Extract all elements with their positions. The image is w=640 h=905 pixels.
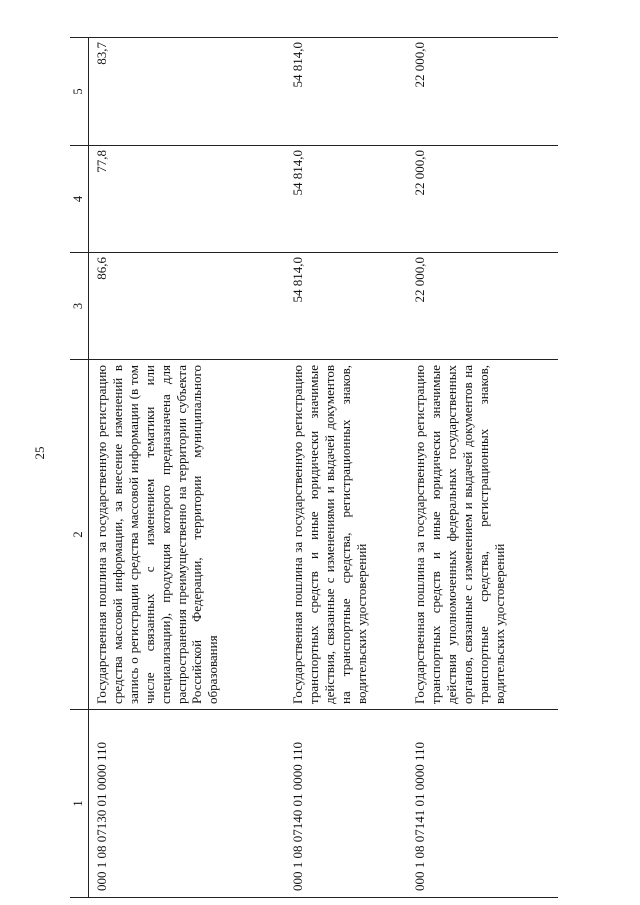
table-row bbox=[285, 38, 407, 898]
row-value-col5: 83,7 bbox=[89, 38, 286, 146]
header-col-2: 2 bbox=[70, 360, 89, 710]
row-code: 000 1 08 07140 01 0000 110 bbox=[285, 710, 407, 898]
rotated-table-container bbox=[70, 38, 550, 898]
row-value-col3: 22 000,0 bbox=[407, 253, 558, 360]
header-col-5: 5 bbox=[70, 38, 89, 146]
table-row bbox=[407, 38, 558, 898]
row-value-col5: 54 814,0 bbox=[285, 38, 407, 146]
header-col-1: 1 bbox=[70, 710, 89, 898]
revenue-table bbox=[70, 37, 558, 898]
table-header-row bbox=[70, 38, 89, 898]
row-value-col5: 22 000,0 bbox=[407, 38, 558, 146]
row-value-col3: 86,6 bbox=[89, 253, 286, 360]
row-value-col4: 54 814,0 bbox=[285, 146, 407, 253]
row-name: Государственная пошлина за государственную регистрацию транспортных средств и иные юридически значимые действия, связанные с изменениями и выдачей документов на транспортные средства, регистрационных знаков, водительских удостоверений bbox=[285, 360, 407, 710]
row-code: 000 1 08 07130 01 0000 110 bbox=[89, 710, 286, 898]
header-col-4: 4 bbox=[70, 146, 89, 253]
page-number: 25 bbox=[32, 446, 47, 460]
row-code: 000 1 08 07141 01 0000 110 bbox=[407, 710, 558, 898]
table-row bbox=[89, 38, 286, 898]
row-name: Государственная пошлина за государственную регистрацию средства массовой информации, за внесение изменений в запись о регистрации средства массовой информации (в том числе связанных с изменением тематики или специализации), продукция которого предназначена для распространения преимущественно на территории субъекта Российской Федерации, территории муниципального образования bbox=[89, 360, 286, 710]
row-value-col4: 22 000,0 bbox=[407, 146, 558, 253]
row-name: Государственная пошлина за государственную регистрацию транспортных средств и иные юридически значимые действия уполномоченных федеральных государственных органов, связанные с изменением и выдачей документов на транспортные средства, регистрационных знаков, водительских удостоверений bbox=[407, 360, 558, 710]
row-value-col4: 77,8 bbox=[89, 146, 286, 253]
header-col-3: 3 bbox=[70, 253, 89, 360]
row-value-col3: 54 814,0 bbox=[285, 253, 407, 360]
